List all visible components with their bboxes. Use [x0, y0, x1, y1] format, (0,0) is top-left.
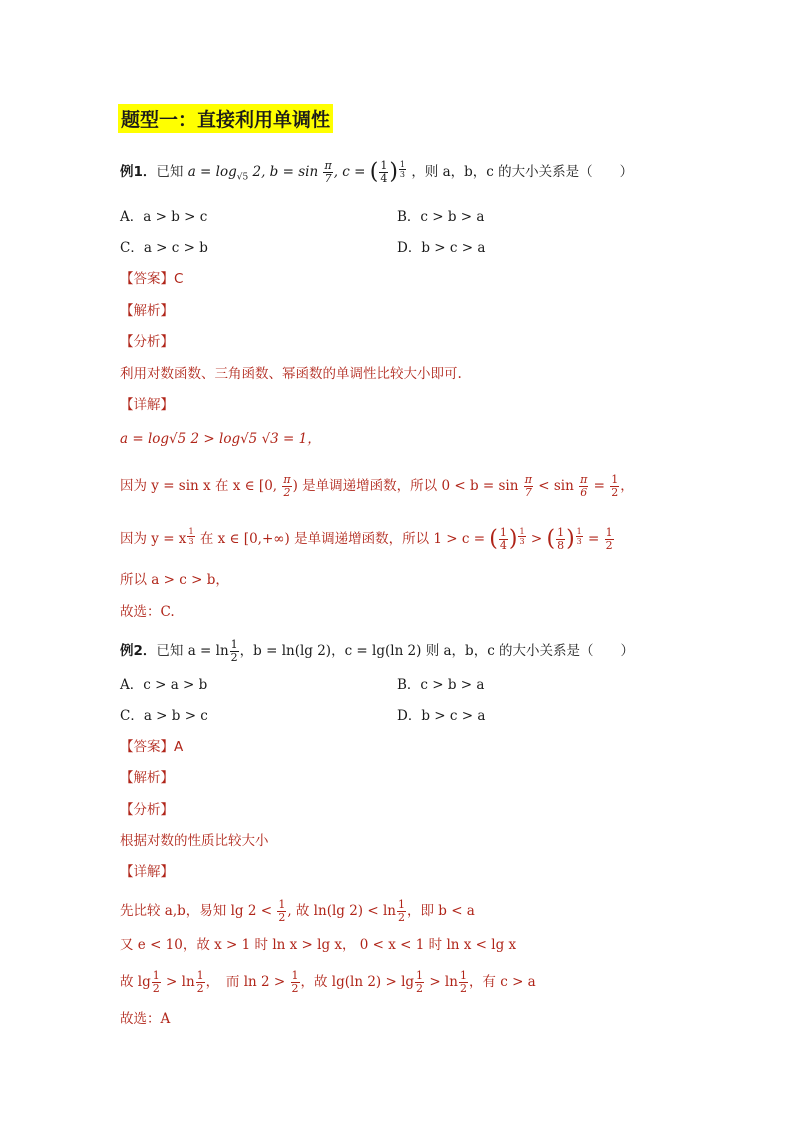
example-1-detail-line-4: 所以 a > c > b，	[120, 572, 229, 588]
example-2-option-a: A．c > a > b	[120, 677, 208, 693]
example-1-answer: 【答案】C	[120, 271, 184, 287]
example-1-fenxi-text: 利用对数函数、三角函数、幂函数的单调性比较大小即可.	[120, 366, 462, 382]
example-2-detail-line-3: 故 lg $\frac{1}{2}$ > ln $\frac{1}{2}$ ， 而 ln 2 > $\frac{1}{2}$ ，故 lg(ln 2) > lg $\frac{1}{2}$ > ln $\frac{1}{2}$ ，有 c > a	[120, 969, 536, 995]
example-1-fenxi-tag: 【分析】	[120, 334, 174, 350]
example-1-detail-tag: 【详解】	[120, 397, 174, 413]
example-2-answer: 【答案】A	[120, 739, 184, 755]
example-2-question: 例2．已知 a = ln $\frac{1}{2}$ ，b = ln(lg 2)，c = lg(ln 2) 则 a，b，c 的大小关系是（ ）	[120, 638, 635, 664]
example-1-question: 例1．已知 $a = \log_{√5} 2$, b = sin $\frac{\pi}{7}$ , c = ( $\frac{1}{4}$ ) $\frac{1}{3}$ ，则 a，b，c 的大小关系是（ ）	[120, 159, 634, 185]
example-1-option-a: A．a > b > c	[120, 209, 208, 225]
example-2-analysis-tag: 【解析】	[120, 770, 174, 786]
example-1-analysis-tag: 【解析】	[120, 303, 174, 319]
example-1-label: 例1．	[120, 164, 157, 180]
example-2-option-b: B．c > b > a	[397, 677, 485, 693]
example-2-detail-line-4: 故选：A	[120, 1011, 171, 1027]
example-1-option-d: D．b > c > a	[397, 240, 486, 256]
example-1-option-c: C．a > c > b	[120, 240, 208, 256]
example-2-detail-tag: 【详解】	[120, 864, 174, 880]
example-2-option-c: C．a > b > c	[120, 708, 208, 724]
example-2-option-d: D．b > c > a	[397, 708, 486, 724]
example-2-fenxi-text: 根据对数的性质比较大小	[120, 833, 269, 849]
example-2-detail-line-2: 又 e < 10，故 x > 1 时 ln x > lg x， 0 < x < 1 时 ln x < lg x	[120, 937, 517, 953]
example-1-option-b: B．c > b > a	[397, 209, 485, 225]
example-1-detail-line-5: 故选：C.	[120, 604, 175, 620]
example-1-detail-line-3: 因为 y = x $\frac{1}{3}$ 在 x ∈ [0,+∞) 是单调递增函数，所以 1 > c = ( $\frac{1}{4}$ ) $\frac{1}{3}$ > ( $\frac{1}{8}$ ) $\frac{1}{3}$ = $\frac{1}{2}$	[120, 526, 613, 552]
section-title: 题型一：直接利用单调性	[118, 104, 333, 133]
example-2-fenxi-tag: 【分析】	[120, 802, 174, 818]
example-2-label: 例2．	[120, 643, 157, 659]
example-2-detail-line-1: 先比较 a,b，易知 lg 2 < $\frac{1}{2}$ , 故 ln(lg 2) < ln $\frac{1}{2}$ ，即 b < a	[120, 898, 475, 924]
example-1-detail-line-1: a = log√5 2 > log√5 √3 = 1，	[120, 431, 321, 447]
example-1-detail-line-2: 因为 y = sin x 在 x ∈ [0, $\frac{\pi}{2}$ ) 是单调递增函数，所以 0 < b = sin $\frac{\pi}{7}$ < sin $\frac{\pi}{6}$ = $\frac{1}{2}$ ，	[120, 473, 634, 499]
